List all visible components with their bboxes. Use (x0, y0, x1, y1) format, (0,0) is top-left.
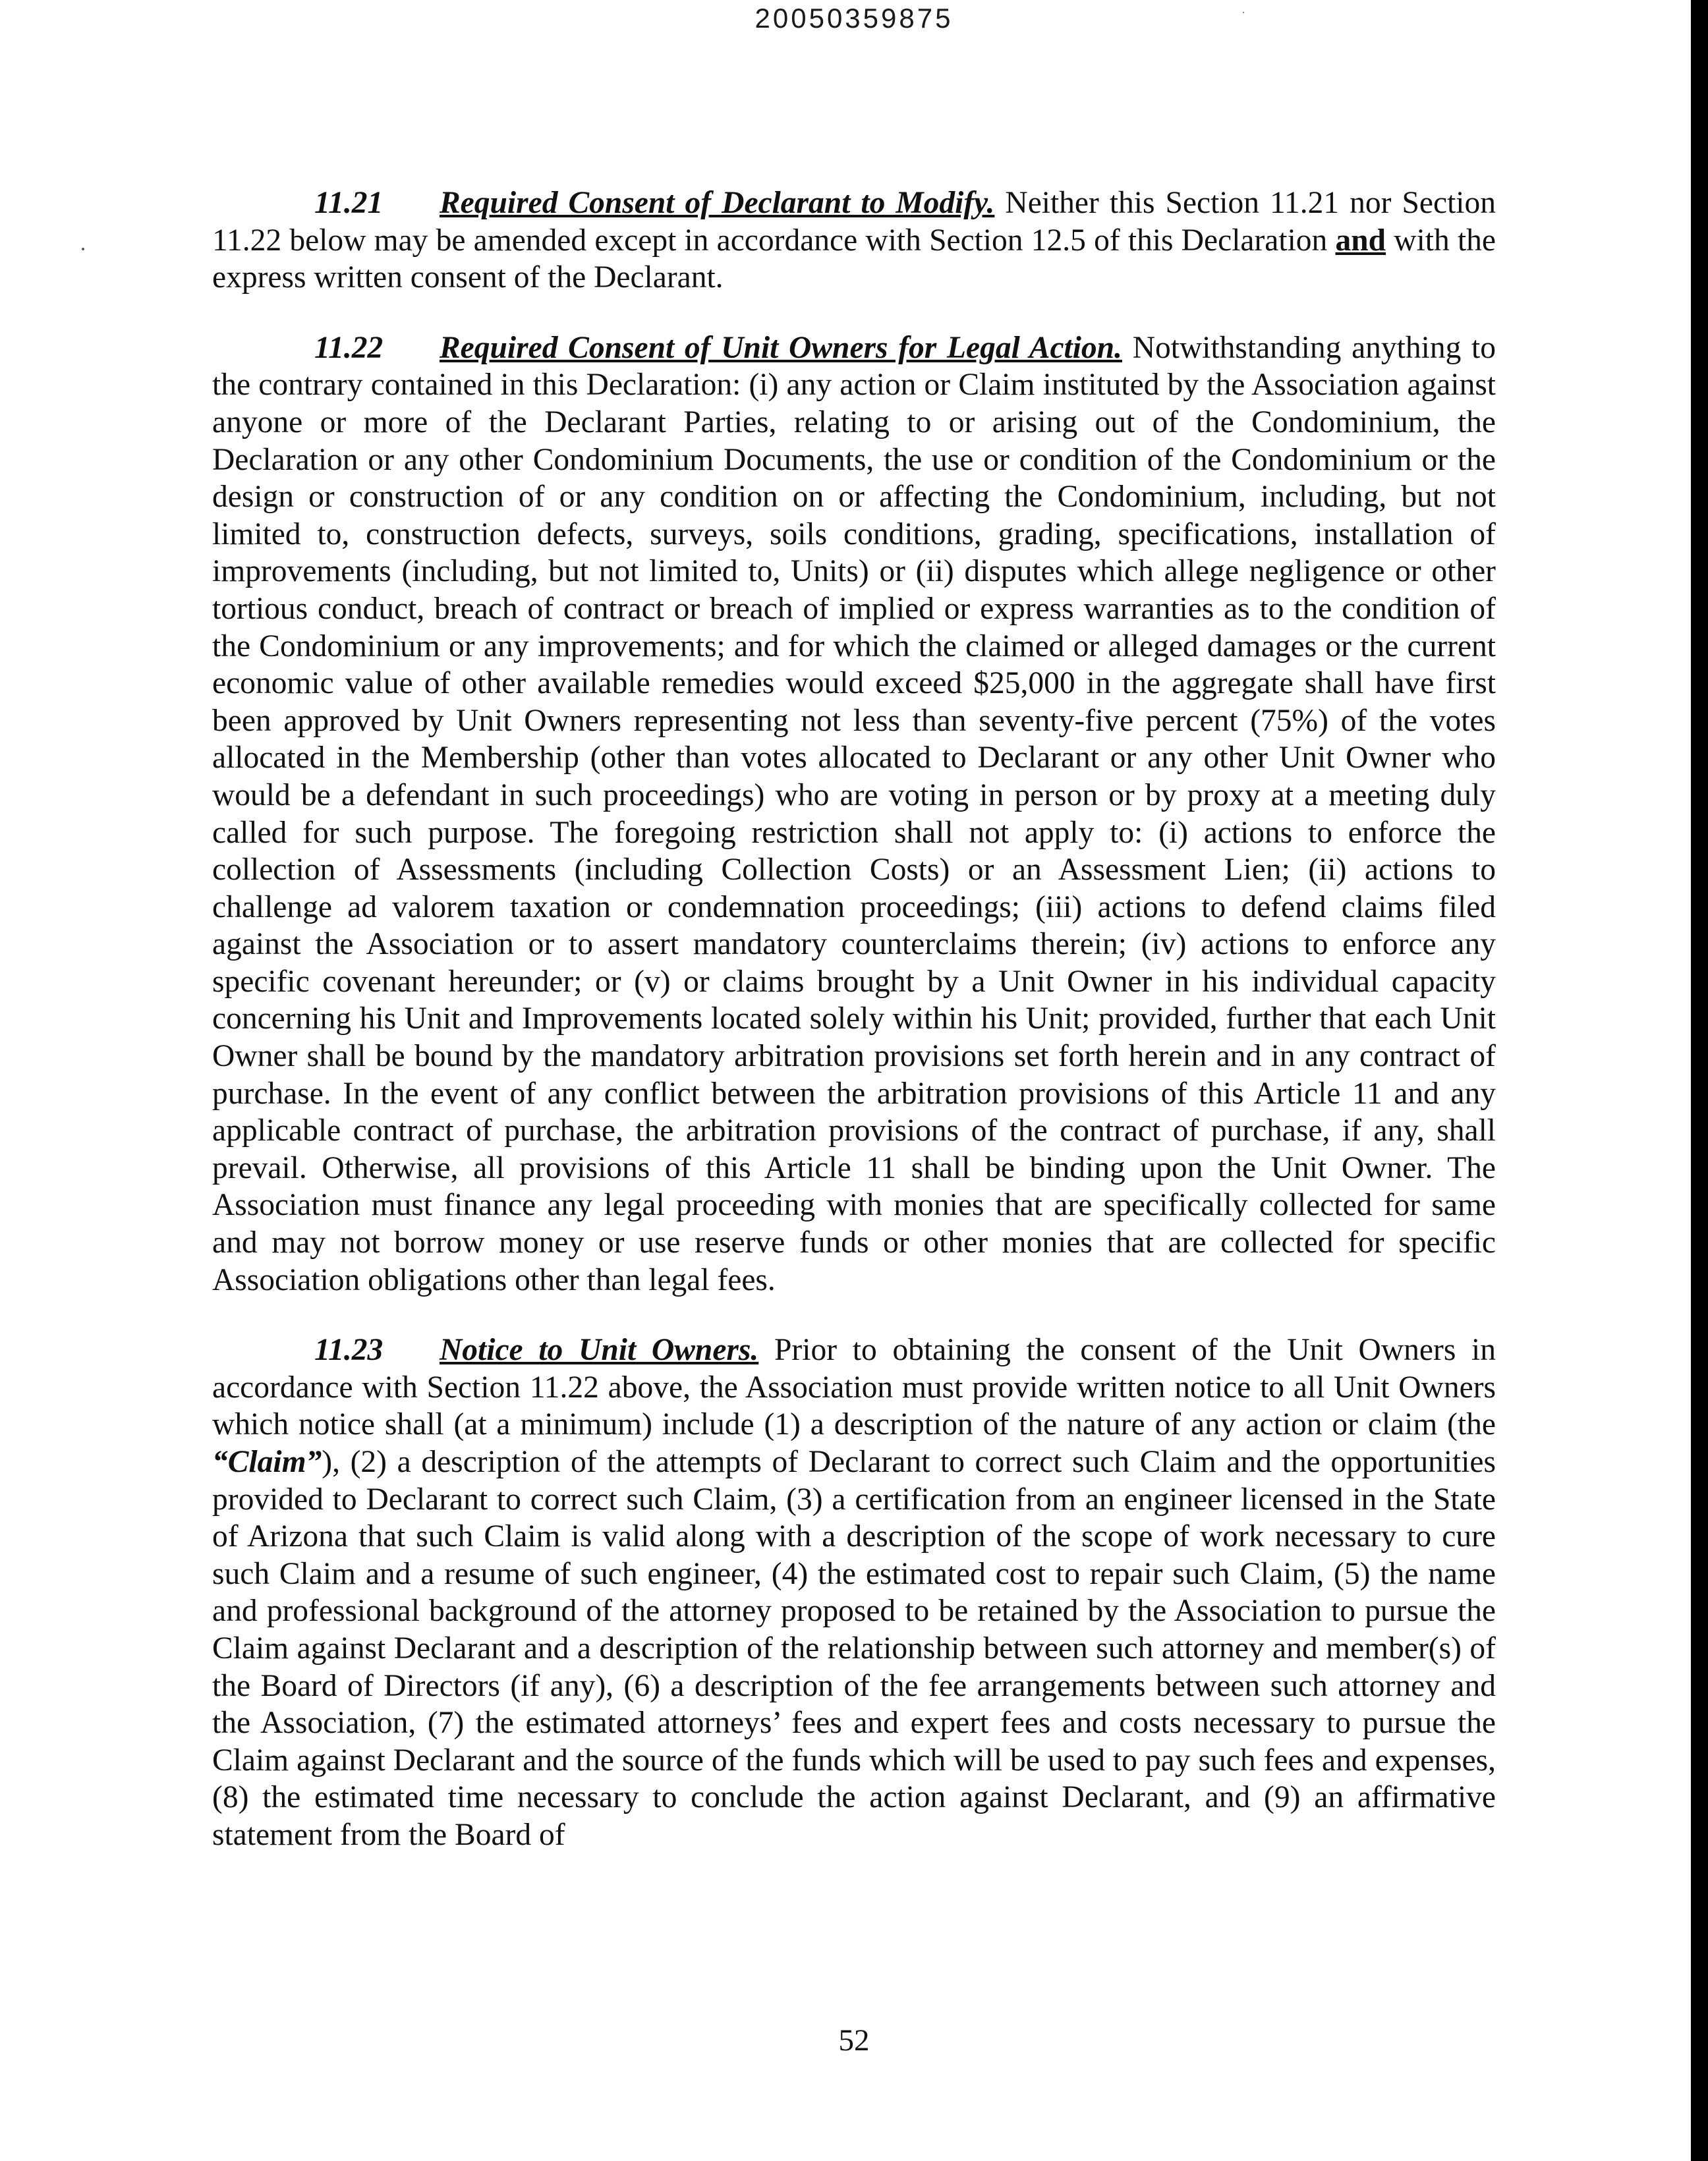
defined-term: “Claim” (212, 1445, 322, 1479)
scan-speck (82, 248, 84, 250)
section-text: Neither this Section 11.21 nor Section 11.22 below may be amended except in accordance with Section 12.5 of this Declaration (212, 186, 1496, 258)
document-body (212, 184, 1496, 1887)
document-id: 20050359875 (754, 3, 954, 34)
section-number: 11.22 (314, 330, 384, 365)
emphasized-word: and (1335, 223, 1386, 258)
section-heading: Notice to Unit Owners. (440, 1333, 759, 1368)
section-11-21 (212, 184, 1496, 296)
section-heading: Required Consent of Unit Owners for Legal Action. (440, 330, 1122, 365)
section-text: ), (2) a description of the attempts of Declarant to correct such Claim and the opportunities provided to Declarant to correct such Claim, (3) a certification from an engineer licensed in the State of Arizona that such Claim is valid along with a description of the scope of work necessary to cure such Claim and a resume of such engineer, (4) the estimated cost to repair such Claim, (5) the name and professional background of the attorney proposed to be retained by the Association to pursue the Claim against Declarant and a description of the relationship between such attorney and member(s) of the Board of Directors (if any), (6) a description of the fee arrangements between such attorney and the Association, (7) the estimated attorneys’ fees and expert fees and costs necessary to pursue the Claim against Declarant and the source of the funds which will be used to pay such fees and expenses, (8) the estimated time necessary to conclude the action against Declarant, and (9) an affirmative statement from the Board of (212, 1445, 1496, 1852)
section-text: Notwithstanding anything to the contrary contained in this Declaration: (i) any action or Claim instituted by the Association against anyone or more of the Declarant Parties, relating to or arising out of the Condominium, the Declaration or any other Condominium Documents, the use or condition of the Condominium or the design or construction of or any condition on or affecting the Condominium, including, but not limited to, construction defects, surveys, soils conditions, grading, specifications, installation of improvements (including, but not limited to, Units) or (ii) disputes which allege negligence or other tortious conduct, breach of contract or breach of implied or express warranties as to the condition of the Condominium or any improvements; and for which the claimed or alleged damages or the current economic value of other available remedies would exceed $25,000 in the aggregate shall have first been approved by Unit Owners representing not less than seventy-five percent (75%) of the votes allocated in the Membership (other than votes allocated to Declarant or any other Unit Owner who would be a defendant in such proceedings) who are voting in person or by proxy at a meeting duly called for such purpose. The foregoing restriction shall not apply to: (i) actions to enforce the collection of Assessments (including Collection Costs) or an Assessment Lien; (ii) actions to challenge ad valorem taxation or condemnation proceedings; (iii) actions to defend claims filed against the Association or to assert mandatory counterclaims therein; (iv) actions to enforce any specific covenant hereunder; or (v) or claims brought by a Unit Owner in his individual capacity concerning his Unit and Improvements located solely within his Unit; provided, further that each Unit Owner shall be bound by the mandatory arbitration provisions set forth herein and in any contract of purchase. In the event of any conflict between the arbitration provisions of this Article 11 and any applicable contract of purchase, the arbitration provisions of the contract of purchase, if any, shall prevail. Otherwise, all provisions of this Article 11 shall be binding upon the Unit Owner. The Association must finance any legal proceeding with monies that are specifically collected for same and may not borrow money or use reserve funds or other monies that are collected for specific Association obligations other than legal fees. (212, 330, 1496, 1297)
section-number: 11.23 (314, 1333, 384, 1368)
section-11-23 (212, 1332, 1496, 1853)
scan-speck (1243, 12, 1244, 13)
section-11-22 (212, 329, 1496, 1299)
section-text: with the express written consent of the Declarant. (212, 223, 1496, 295)
section-text: Prior to obtaining the consent of the Unit Owners in accordance with Section 11.22 above, the Association must provide written notice to all Unit Owners which notice shall (at a minimum) include (1) a description of the nature of any action or claim (the (212, 1333, 1496, 1442)
scan-border (1691, 0, 1708, 2161)
section-number: 11.21 (314, 186, 384, 220)
page-number: 52 (838, 2023, 870, 2058)
section-heading: Required Consent of Declarant to Modify. (440, 186, 995, 220)
